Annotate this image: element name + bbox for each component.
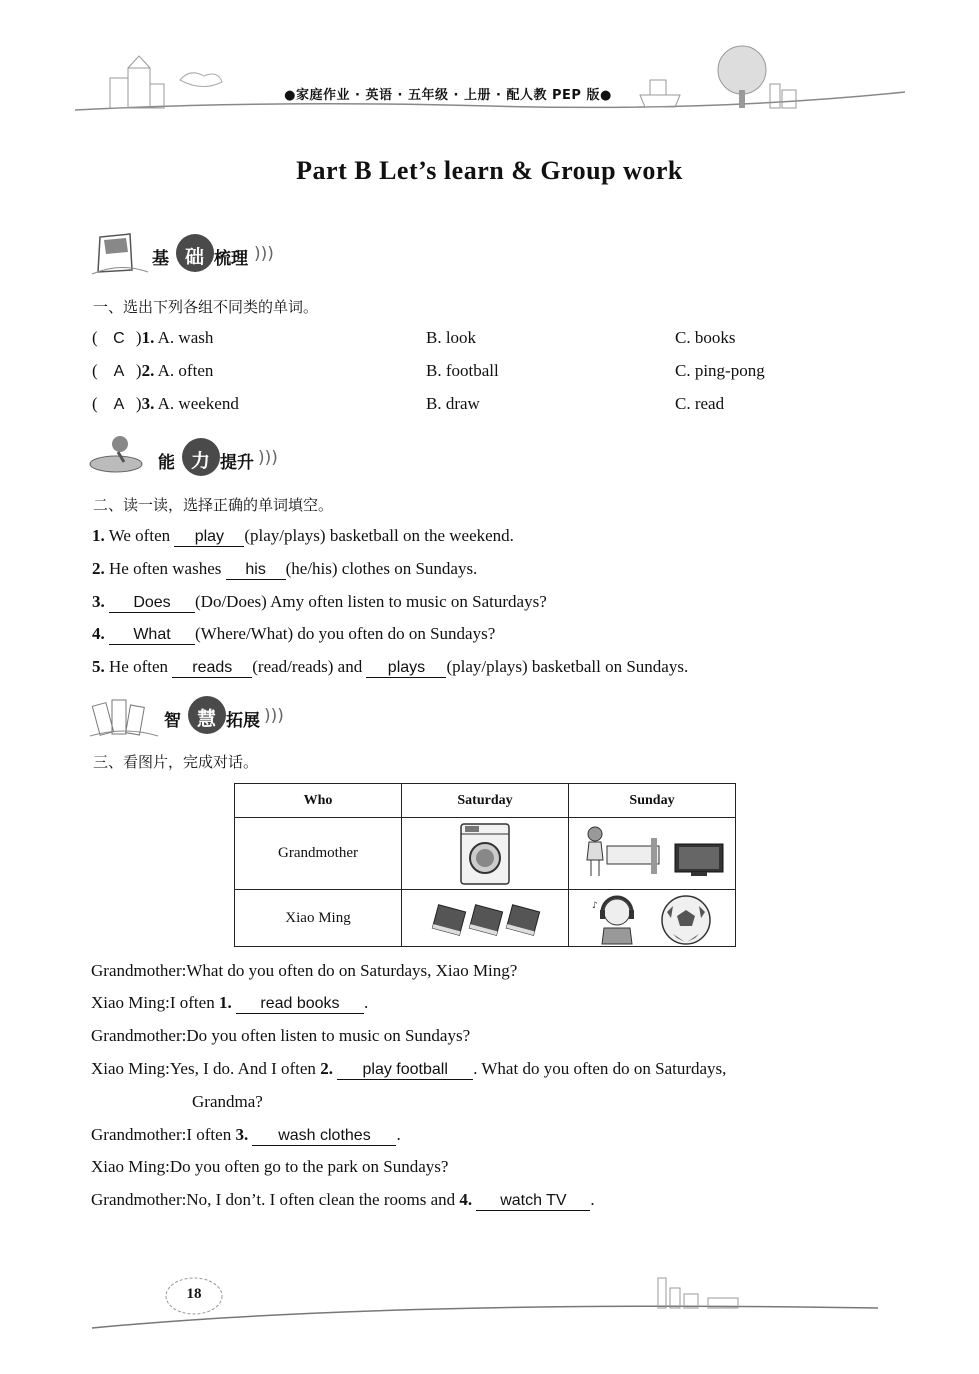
dialogue-line-5 <box>91 1125 401 1146</box>
badge-basic <box>148 234 288 274</box>
s2-post: (play/plays) basketball on the weekend. <box>244 526 514 545</box>
badge-wisdom <box>160 696 300 736</box>
badge-basic-char1: 基 <box>152 249 169 269</box>
section1-heading: 一、选出下列各组不同类的单词。 <box>93 298 319 316</box>
washing-machine-icon <box>459 822 511 886</box>
blank-num: 4. <box>459 1190 473 1209</box>
blank-num: 3. <box>235 1125 249 1144</box>
s2-num: 2. <box>92 559 105 578</box>
dialogue-blank[interactable]: watch TV <box>476 1192 590 1211</box>
table-header-sunday: Sunday <box>629 793 675 808</box>
dialogue-text: What do you often do on Saturdays, Xiao Ming? <box>186 961 518 980</box>
s1-num: 1. <box>141 328 155 347</box>
s2-post: (Where/What) do you often do on Sundays? <box>195 624 496 643</box>
s2-item-5 <box>92 657 688 678</box>
s1-opt-a: A. often <box>157 361 214 380</box>
s2-item-1 <box>92 526 514 547</box>
badge-wisdom-char3: 拓展 <box>226 711 260 731</box>
s2-mid: (read/reads) and <box>252 657 363 676</box>
badge-swirl-icon: ))) <box>254 244 274 264</box>
table-header-who: Who <box>303 793 333 808</box>
s2-blank[interactable]: play <box>174 528 244 547</box>
s1-num: 2. <box>141 361 155 380</box>
s1-row-2: ( A )2. A. often <box>92 361 214 380</box>
badge-ability <box>154 438 294 478</box>
page-number: 18 <box>186 1286 202 1302</box>
s2-num: 3. <box>92 592 105 611</box>
s1-num: 3. <box>141 394 155 413</box>
dialogue-line-4-cont: Grandma? <box>192 1092 263 1111</box>
s1-opt-c: C. ping-pong <box>675 361 765 380</box>
page-title: Part B Let’s learn & Group work <box>296 156 683 185</box>
s2-pre: He often <box>109 657 169 676</box>
speaker: Grandmother: <box>91 1026 187 1045</box>
speaker: Xiao Ming: <box>91 1059 170 1078</box>
s1-opt-c: C. read <box>675 394 725 413</box>
dialogue-line-7 <box>91 1190 595 1211</box>
dialogue-blank[interactable]: read books <box>236 995 364 1014</box>
dialogue-line-1 <box>91 961 517 981</box>
airplane-illustration <box>88 430 152 476</box>
speaker: Grandmother: <box>91 961 187 980</box>
s2-blank[interactable]: Does <box>109 594 195 613</box>
s2-post: (Do/Does) Amy often listen to music on Saturdays? <box>195 592 547 611</box>
s2-num: 1. <box>92 526 105 545</box>
dialogue-text: I often <box>169 993 215 1012</box>
s2-blank[interactable]: What <box>109 626 195 645</box>
table-header-saturday: Saturday <box>457 793 513 808</box>
s2-item-3 <box>92 592 547 613</box>
s1-opt-c: C. books <box>675 328 736 347</box>
speaker: Grandmother: <box>91 1125 187 1144</box>
s2-blank[interactable]: his <box>226 561 286 580</box>
blank-num: 2. <box>320 1059 333 1078</box>
dialogue-text: I often <box>186 1125 232 1144</box>
dialogue-text: . What do you often do on Saturdays, <box>473 1059 727 1078</box>
s1-row-3: ( A )3. A. weekend <box>92 394 239 413</box>
s2-blank[interactable]: reads <box>172 659 252 678</box>
speaker: Xiao Ming: <box>91 1157 170 1176</box>
s2-pre: We often <box>108 526 171 545</box>
dialogue-text: . <box>396 1125 401 1144</box>
s1-opt-b: B. draw <box>426 394 480 413</box>
badge-basic-char2: 础 <box>185 246 205 268</box>
dialogue-blank[interactable]: play football <box>337 1061 473 1080</box>
svg-text:♪: ♪ <box>592 901 598 911</box>
s2-num: 5. <box>92 657 105 676</box>
s1-opt-b: B. look <box>426 328 477 347</box>
dialogue-text: . <box>363 993 369 1012</box>
s1-answer[interactable]: A <box>113 396 125 413</box>
dialogue-text: Do you often go to the park on Sundays? <box>169 1157 449 1176</box>
blank-num: 1. <box>218 993 232 1012</box>
tv-icon <box>673 842 725 878</box>
s2-blank-2[interactable]: plays <box>366 659 446 678</box>
s2-pre: He often washes <box>109 559 222 578</box>
s1-opt-a: A. wash <box>157 328 214 347</box>
books-icon <box>431 902 541 938</box>
section2-heading: 二、读一读，选择正确的单词填空。 <box>93 496 334 514</box>
speaker: Grandmother: <box>91 1190 187 1209</box>
s2-item-2 <box>92 559 477 580</box>
table-row-xiaoming: Xiao Ming <box>285 910 351 926</box>
dialogue-text: Yes, I do. And I often <box>169 1059 316 1078</box>
dialogue-text: Do you often listen to music on Sundays? <box>186 1026 471 1045</box>
s1-opt-a: A. weekend <box>157 394 239 413</box>
section3-heading: 三、看图片，完成对话。 <box>93 753 259 771</box>
book-illustration <box>90 232 150 276</box>
table-row-grandmother: Grandmother <box>278 845 358 861</box>
badge-ability-char3: 提升 <box>220 453 254 473</box>
dialogue-blank[interactable]: wash clothes <box>252 1127 396 1146</box>
badge-swirl-icon: ))) <box>264 706 284 726</box>
dialogue-line-6 <box>91 1157 448 1177</box>
s1-answer[interactable]: C <box>113 330 125 347</box>
dialogue-text: . <box>590 1190 595 1209</box>
s2-num: 4. <box>92 624 105 643</box>
activity-table <box>234 783 736 947</box>
s2-item-4 <box>92 624 495 645</box>
dialogue-line-3 <box>91 1026 470 1046</box>
badge-swirl-icon: ))) <box>258 448 278 468</box>
badge-basic-char3: 梳理 <box>214 249 248 269</box>
header-decoration <box>70 40 910 120</box>
badge-ability-char2: 力 <box>191 450 211 472</box>
dialogue-line-2 <box>91 993 368 1014</box>
s1-row-1: ( C )1. A. wash <box>92 328 214 347</box>
books-illustration <box>90 694 160 738</box>
s1-opt-b: B. football <box>426 361 499 380</box>
music-listener-icon <box>592 894 642 946</box>
s1-answer[interactable]: A <box>113 363 125 380</box>
badge-wisdom-char1: 智 <box>164 711 181 731</box>
football-icon <box>659 894 713 946</box>
dialogue-text: No, I don’t. I often clean the rooms and <box>186 1190 456 1209</box>
badge-ability-char1: 能 <box>158 453 175 473</box>
girl-bed-icon <box>581 824 661 882</box>
badge-wisdom-char2: 慧 <box>197 708 217 730</box>
s2-post: (play/plays) basketball on Sundays. <box>446 657 689 676</box>
dialogue-line-4 <box>91 1059 726 1080</box>
header-series-label: ●家庭作业 · 英语 · 五年级 · 上册 · 配人教 PEP 版● <box>284 88 612 103</box>
s2-post: (he/his) clothes on Sundays. <box>285 559 478 578</box>
speaker: Xiao Ming: <box>91 993 170 1012</box>
